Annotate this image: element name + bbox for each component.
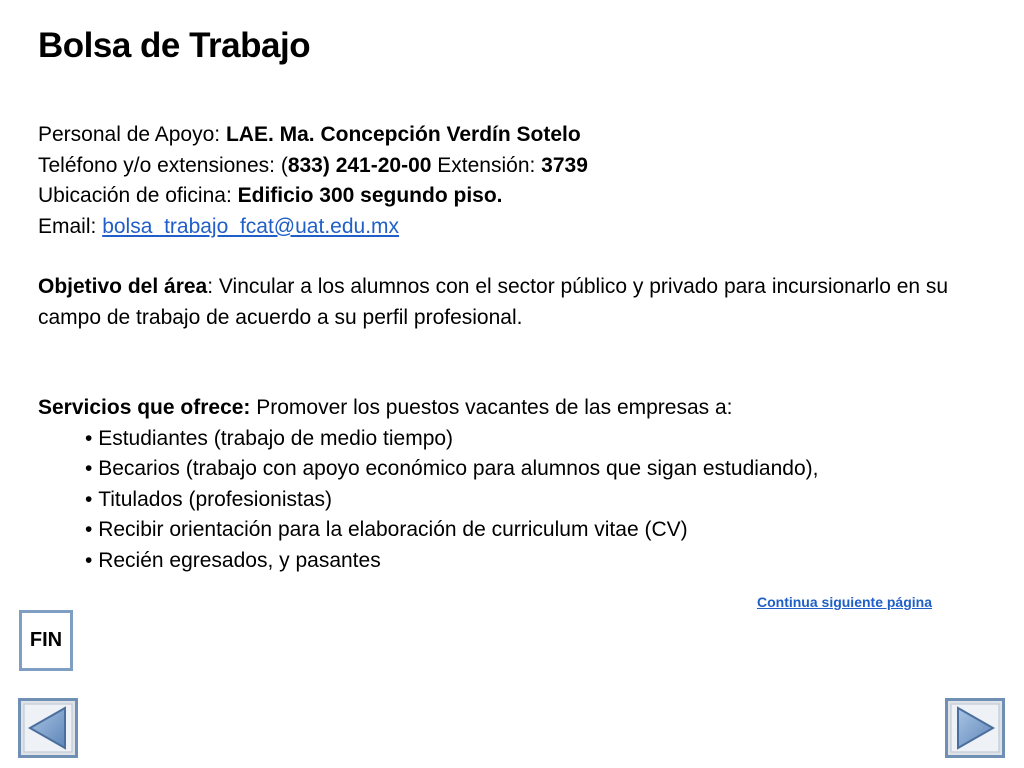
list-item: • Titulados (profesionistas) xyxy=(85,485,998,516)
objective-text: : Vincular a los alumnos con el sector público y privado para incursionarlo en su campo de trabajo de acuerdo a su perfil profesional. xyxy=(38,275,949,329)
continue-next-page-link[interactable]: Continua siguiente página xyxy=(756,594,932,610)
list-item: • Estudiantes (trabajo de medio tiempo) xyxy=(85,424,998,455)
list-item: • Recién egresados, y pasantes xyxy=(85,546,998,577)
phone-line xyxy=(38,151,998,182)
fin-button[interactable]: FIN xyxy=(19,610,73,671)
list-item: • Becarios (trabajo con apoyo económico para alumnos que sigan estudiando), xyxy=(85,454,998,485)
office-label: Ubicación de oficina: xyxy=(38,184,238,207)
next-slide-button[interactable] xyxy=(945,698,1005,758)
phone-number: 833) 241-20-00 xyxy=(287,153,432,177)
content-body xyxy=(38,120,998,576)
office-location: Edificio 300 segundo piso. xyxy=(237,184,503,207)
previous-slide-button[interactable] xyxy=(18,698,78,758)
office-line xyxy=(38,181,998,212)
email-label: Email: xyxy=(38,214,103,238)
objective-label: Objetivo del área xyxy=(38,275,208,298)
email-link[interactable]: bolsa_trabajo_fcat@uat.edu.mx xyxy=(102,214,400,238)
extension-label: Extensión: xyxy=(431,153,542,177)
staff-line xyxy=(38,120,998,151)
staff-label: Personal de Apoyo: xyxy=(38,123,226,146)
objective-paragraph xyxy=(38,272,998,333)
email-line xyxy=(38,212,998,243)
services-list xyxy=(38,424,998,577)
triangle-left-icon xyxy=(18,698,78,758)
services-label: Servicios que ofrece: xyxy=(38,396,251,419)
page-title: Bolsa de Trabajo xyxy=(38,26,311,65)
list-item: • Recibir orientación para la elaboración de curriculum vitae (CV) xyxy=(85,515,998,546)
services-heading xyxy=(38,393,998,424)
triangle-right-icon xyxy=(945,698,1005,758)
services-intro: Promover los puestos vacantes de las empresas a: xyxy=(250,396,733,419)
extension-number: 3739 xyxy=(541,153,588,177)
phone-label: Teléfono y/o extensiones: ( xyxy=(38,153,288,177)
staff-name: LAE. Ma. Concepción Verdín Sotelo xyxy=(225,123,581,146)
